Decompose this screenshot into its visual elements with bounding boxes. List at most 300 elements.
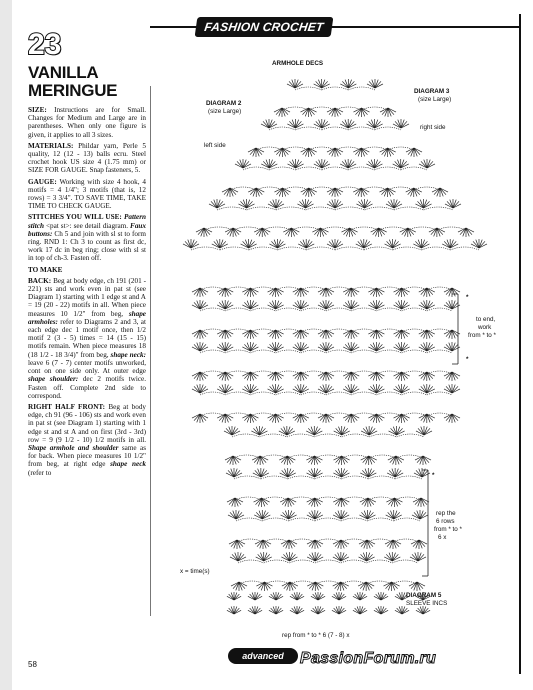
shell-motif: [274, 108, 290, 117]
shell-motif: [386, 199, 402, 208]
stitch-stroke: [299, 201, 305, 208]
stitch-stroke: [375, 121, 381, 128]
stitch-stroke: [283, 540, 289, 547]
chain-arc: [264, 560, 290, 563]
shell-motif: [416, 606, 430, 614]
shell-motif: [261, 119, 277, 128]
gauge-label: GAUGE:: [28, 177, 57, 186]
right-front-paragraph: [28, 403, 146, 477]
shell-motif: [307, 510, 323, 519]
rep-line1: rep the: [436, 510, 456, 517]
diagram3-label: DIAGRAM 3: [414, 88, 450, 95]
shell-motif: [394, 372, 410, 381]
chain-arc: [259, 434, 286, 437]
shell-motif: [269, 606, 283, 614]
stitch-stroke: [238, 554, 244, 561]
stitch-stroke: [230, 512, 236, 519]
shell-motif: [227, 592, 241, 600]
stitch-stroke: [287, 428, 293, 435]
shell-motif: [318, 342, 334, 351]
shell-motif: [238, 199, 254, 208]
stitch-stroke: [369, 121, 375, 128]
stitch-stroke: [258, 554, 264, 561]
chain-arc: [282, 147, 308, 150]
shell-motif: [385, 239, 401, 248]
stitch-stroke: [264, 554, 270, 561]
shell-motif: [256, 552, 272, 561]
stitch-stroke: [446, 386, 452, 393]
stitch-stroke: [362, 470, 368, 477]
chain-arc: [348, 127, 374, 130]
chain-arc: [239, 581, 264, 584]
diagram3-sub: (size Large): [418, 96, 452, 103]
stitch-stroke: [386, 554, 392, 561]
shell-motif: [333, 552, 349, 561]
shell-motif: [279, 426, 295, 435]
shell-motif: [374, 592, 388, 600]
stitch-stroke: [367, 512, 373, 519]
stitch-stroke: [270, 344, 276, 351]
chain-arc: [250, 308, 275, 311]
shell-motif: [306, 426, 322, 435]
chain-arc: [315, 476, 342, 479]
shell-motif: [343, 300, 359, 309]
stitch-stroke: [229, 498, 235, 505]
stitch-stroke: [234, 470, 240, 477]
shell-motif: [314, 79, 330, 88]
stitch-stroke: [374, 161, 380, 168]
stitch-stroke: [320, 302, 326, 309]
chain-arc: [388, 147, 414, 150]
chain-arc: [260, 455, 287, 458]
shell-motif: [471, 239, 487, 248]
stitch-stroke: [309, 512, 315, 519]
shell-motif: [419, 414, 435, 423]
shell-motif: [343, 330, 359, 339]
shell-motif: [360, 468, 376, 477]
rep-line3: from * to *: [434, 526, 462, 533]
stitch-stroke: [421, 344, 427, 351]
shell-motif: [281, 540, 297, 549]
shell-motif: [248, 606, 262, 614]
shell-motif: [227, 498, 243, 507]
stitch-stroke: [351, 386, 357, 393]
shell-motif: [268, 384, 284, 393]
shell-motif: [327, 108, 343, 117]
shell-motif: [327, 188, 343, 197]
shell-motif: [333, 582, 349, 591]
instructions-column: [28, 30, 146, 480]
stitch-stroke: [185, 241, 191, 248]
shell-motif: [242, 330, 258, 339]
shell-motif: [318, 330, 334, 339]
shell-motif: [366, 159, 382, 168]
shell-motif: [268, 300, 284, 309]
chain-arc: [262, 497, 289, 500]
shell-motif: [333, 540, 349, 549]
shell-motif: [353, 606, 367, 614]
stitch-stroke: [452, 344, 458, 351]
stitch-stroke: [376, 386, 382, 393]
chain-arc: [348, 167, 374, 170]
chain-arc: [408, 227, 437, 230]
stitch-stroke: [271, 241, 277, 248]
stitch-stroke: [219, 344, 225, 351]
shell-motif: [300, 108, 316, 117]
stitch-stroke: [309, 470, 315, 477]
chain-arc: [309, 147, 335, 150]
chain-arc: [376, 350, 401, 353]
stitch-stroke: [444, 241, 450, 248]
rep-line4: 6 x: [438, 534, 447, 541]
chain-arc: [367, 539, 393, 542]
chain-arc: [397, 434, 424, 437]
stitch-stroke: [219, 386, 225, 393]
stitch-stroke: [236, 512, 242, 519]
chain-arc: [288, 476, 315, 479]
shell-motif: [209, 199, 225, 208]
stitch-stroke: [368, 161, 374, 168]
shell-motif: [297, 199, 313, 208]
chain-arc: [366, 581, 391, 584]
stitch-stroke: [269, 161, 275, 168]
stitch-stroke: [320, 344, 326, 351]
stitch-stroke: [224, 188, 230, 195]
stitch-stroke: [402, 302, 408, 309]
chain-arc: [264, 581, 289, 584]
chain-arc: [301, 392, 326, 395]
chain-arc: [393, 247, 422, 250]
stitch-stroke: [335, 201, 341, 208]
faux-buttons-text: Ch 5 and join with sl st to form ring. RND 1: Ch 3 to count as first dc, work 17 dc in beg ring; close with sl st in top of ch-3. Fasten off.: [28, 229, 147, 263]
stitch-stroke: [322, 121, 328, 128]
chain-arc: [238, 560, 264, 563]
stitch-stroke: [301, 344, 307, 351]
shell-motif: [268, 330, 284, 339]
shell-motif: [307, 468, 323, 477]
shell-motif: [268, 288, 284, 297]
stitch-stroke: [270, 201, 276, 208]
shell-motif: [327, 239, 343, 248]
chain-arc: [376, 392, 401, 395]
shell-motif: [274, 188, 290, 197]
bottom-rep-label: rep from * to * 6 (7 - 8) x: [282, 632, 350, 639]
stitch-stroke: [257, 540, 263, 547]
chain-arc: [314, 434, 341, 437]
stitch-stroke: [341, 470, 347, 477]
stitch-stroke: [335, 241, 341, 248]
stitch-stroke: [421, 241, 427, 248]
stitch-stroke: [335, 540, 341, 547]
shell-motif: [386, 510, 402, 519]
shell-motif: [293, 300, 309, 309]
back-shape-armholes: shape armholes:: [28, 309, 147, 326]
shell-motif: [393, 159, 409, 168]
chain-arc: [262, 518, 288, 521]
chain-arc: [335, 187, 361, 190]
shell-motif: [268, 199, 284, 208]
shell-motif: [340, 119, 356, 128]
shell-motif: [274, 148, 290, 157]
stitch-stroke: [392, 554, 398, 561]
stitch-stroke: [283, 554, 289, 561]
stitch-stroke: [446, 344, 452, 351]
chain-arc: [288, 497, 315, 500]
shell-motif: [394, 288, 410, 297]
chain-arc: [204, 227, 233, 230]
stitch-stroke: [361, 512, 367, 519]
stitches-label: STITCHES YOU WILL USE:: [28, 213, 122, 222]
stitch-stroke: [306, 241, 312, 248]
star-marker-3: *: [432, 472, 435, 479]
stitch-stroke: [219, 302, 225, 309]
stitch-stroke: [255, 470, 261, 477]
shell-motif: [293, 342, 309, 351]
stitch-stroke: [408, 148, 414, 155]
shell-motif: [307, 552, 323, 561]
stitch-stroke: [315, 554, 321, 561]
shell-motif: [252, 456, 268, 465]
chain-arc: [361, 147, 387, 150]
stitch-stroke: [452, 372, 458, 379]
shell-motif: [287, 79, 303, 88]
right-front-shape-neck: shape neck: [110, 460, 146, 469]
stitch-stroke: [211, 201, 217, 208]
stitch-stroke: [447, 201, 453, 208]
faux-buttons-label: Faux buttons:: [28, 221, 147, 238]
stitch-stroke: [225, 386, 231, 393]
shell-motif: [444, 372, 460, 381]
stitch-stroke: [351, 302, 357, 309]
shell-motif: [368, 414, 384, 423]
shell-motif: [444, 414, 460, 423]
stitch-stroke: [250, 188, 256, 195]
stitch-stroke: [427, 386, 433, 393]
chain-arc: [200, 350, 225, 353]
stitch-stroke: [479, 241, 485, 248]
chain-arc: [289, 539, 315, 542]
shell-motif: [242, 384, 258, 393]
chain-arc: [342, 434, 369, 437]
shell-motif: [387, 468, 403, 477]
shell-motif: [419, 330, 435, 339]
shell-motif: [318, 288, 334, 297]
chain-arc: [269, 127, 295, 130]
pattern-title-line1: VANILLA: [28, 63, 99, 82]
shell-motif: [248, 188, 264, 197]
stitch-stroke: [250, 148, 256, 155]
shell-motif: [394, 414, 410, 423]
shell-motif: [368, 372, 384, 381]
back-text-3: leave 6 (7 - 7) center motifs unworked, cont on one side only. At outer edge: [28, 358, 146, 376]
shell-motif: [343, 414, 359, 423]
chain-arc: [421, 247, 450, 250]
shell-motif: [217, 300, 233, 309]
shell-motif: [269, 239, 285, 248]
stitch-stroke: [395, 121, 401, 128]
shell-motif: [419, 342, 435, 351]
stitch-stroke: [249, 241, 255, 248]
stitch-stroke: [452, 414, 458, 421]
stitch-stroke: [440, 188, 446, 195]
chain-arc: [341, 560, 367, 563]
stitch-stroke: [263, 161, 269, 168]
shell-motif: [356, 239, 372, 248]
stitch-stroke: [348, 161, 354, 168]
stitch-stroke: [345, 386, 351, 393]
shell-motif: [301, 148, 317, 157]
chain-arc: [309, 187, 335, 190]
shell-motif: [384, 582, 400, 591]
stitch-stroke: [416, 470, 422, 477]
shell-motif: [282, 582, 298, 591]
stitch-stroke: [191, 241, 197, 248]
chain-arc: [361, 187, 387, 190]
chain-arc: [301, 350, 326, 353]
shell-motif: [432, 188, 448, 197]
chain-arc: [402, 392, 427, 395]
chain-arc: [269, 167, 295, 170]
shell-motif: [413, 498, 429, 507]
chain-arc: [341, 518, 367, 521]
shell-motif: [332, 606, 346, 614]
chain-arc: [225, 350, 250, 353]
stitch-stroke: [414, 148, 420, 155]
chain-arc: [335, 147, 361, 150]
shell-motif: [353, 188, 369, 197]
shell-motif: [228, 510, 244, 519]
stitch-stroke: [424, 428, 430, 435]
stitch-stroke: [295, 386, 301, 393]
chain-arc: [306, 247, 335, 250]
shell-motif: [367, 79, 383, 88]
chain-arc: [396, 455, 423, 458]
shell-motif: [419, 384, 435, 393]
chain-arc: [261, 476, 288, 479]
chain-arc: [393, 539, 419, 542]
shell-motif: [268, 414, 284, 423]
shell-motif: [192, 300, 208, 309]
shell-motif: [327, 148, 343, 157]
right-front-shape-armhole: Shape armhole: [28, 443, 75, 452]
stitch-stroke: [368, 470, 374, 477]
shell-motif: [458, 228, 474, 237]
chain-arc: [427, 392, 452, 395]
shell-motif: [379, 188, 395, 197]
shell-motif: [356, 199, 372, 208]
pattern-number: 23: [28, 28, 62, 61]
stitch-stroke: [355, 148, 361, 155]
chain-arc: [249, 247, 278, 250]
chain-arc: [283, 187, 309, 190]
chain-arc: [427, 308, 452, 311]
size-label: SIZE:: [28, 106, 47, 114]
shell-motif: [281, 510, 297, 519]
stitch-stroke: [276, 148, 282, 155]
shell-motif: [353, 108, 369, 117]
chain-arc: [326, 308, 351, 311]
shell-motif: [411, 540, 427, 549]
stitch-stroke: [315, 512, 321, 519]
shell-motif: [225, 228, 241, 237]
stitch-stroke: [358, 201, 364, 208]
stitch-stroke: [335, 470, 341, 477]
shell-motif: [231, 582, 247, 591]
chain-arc: [341, 476, 368, 479]
right-front-and: and: [77, 443, 90, 452]
chain-arc: [295, 127, 321, 130]
chain-arc: [335, 107, 362, 110]
stitch-stroke: [363, 428, 369, 435]
stitch-stroke: [295, 344, 301, 351]
shell-motif: [368, 330, 384, 339]
chain-arc: [243, 167, 269, 170]
shell-motif: [280, 498, 296, 507]
stitch-stroke: [194, 344, 200, 351]
shell-motif: [406, 148, 422, 157]
stitch-stroke: [277, 241, 283, 248]
page-right-border: [519, 14, 521, 674]
shell-motif: [307, 582, 323, 591]
shell-motif: [318, 384, 334, 393]
shell-motif: [196, 228, 212, 237]
chain-arc: [341, 539, 367, 542]
stitch-stroke: [250, 344, 256, 351]
stitch-stroke: [220, 241, 226, 248]
chain-arc: [350, 227, 379, 230]
shell-motif: [358, 582, 374, 591]
chain-arc: [225, 308, 250, 311]
stitch-stroke: [345, 344, 351, 351]
shell-motif: [444, 384, 460, 393]
stitch-stroke: [381, 188, 387, 195]
stitch-stroke: [376, 302, 382, 309]
right-front-label: RIGHT HALF FRONT:: [28, 402, 106, 411]
chain-arc: [374, 167, 400, 170]
shell-motif: [333, 498, 349, 507]
stitch-stroke: [329, 241, 335, 248]
stitch-stroke: [322, 161, 328, 168]
shell-motif: [334, 426, 350, 435]
shell-motif: [368, 288, 384, 297]
stitch-stroke: [369, 81, 375, 88]
gauge-paragraph: [28, 178, 146, 211]
chain-arc: [315, 581, 340, 584]
stitch-stroke: [244, 386, 250, 393]
shell-motif: [413, 239, 429, 248]
shell-motif: [225, 456, 241, 465]
stitch-stroke: [415, 241, 421, 248]
chain-arc: [341, 581, 366, 584]
stitch-stroke: [326, 344, 332, 351]
stitch-stroke: [453, 201, 459, 208]
stitch-stroke: [276, 344, 282, 351]
stitch-stroke: [231, 540, 237, 547]
shell-motif: [394, 300, 410, 309]
stitch-stroke: [225, 344, 231, 351]
stitch-stroke: [282, 470, 288, 477]
chain-arc: [365, 207, 395, 210]
shell-motif: [384, 552, 400, 561]
chain-arc: [392, 560, 418, 563]
shell-motif: [301, 188, 317, 197]
stitch-stroke: [450, 241, 456, 248]
shell-motif: [419, 300, 435, 309]
stitch-stroke: [283, 512, 289, 519]
chain-arc: [230, 187, 256, 190]
back-paragraph: [28, 277, 146, 400]
chain-arc: [234, 476, 261, 479]
